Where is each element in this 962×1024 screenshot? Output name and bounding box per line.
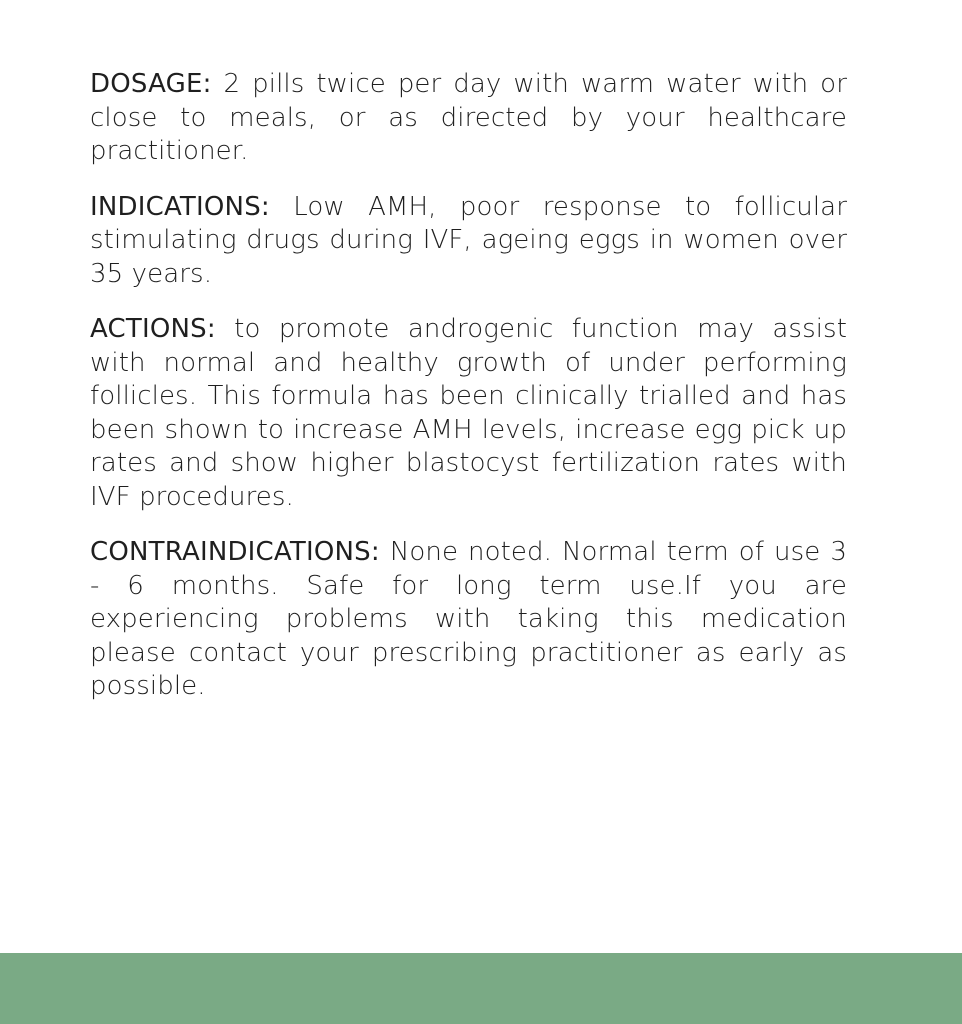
indications-label: INDICATIONS: — [90, 191, 270, 222]
indications-section — [90, 191, 847, 292]
actions-section — [90, 313, 847, 514]
footer-color-bar — [0, 953, 962, 1024]
contraindications-text: None noted. Normal term of use 3 - 6 months. Safe for long term use.If you are experiencing problems with taking this medication please contact your prescribing practitioner as early as possible. — [90, 537, 847, 701]
dosage-section — [90, 68, 847, 169]
contraindications-label: CONTRAINDICATIONS: — [90, 537, 380, 567]
dosage-label: DOSAGE: — [90, 69, 212, 99]
contraindications-section — [90, 536, 847, 704]
product-info — [90, 68, 847, 726]
actions-text: to promote androgenic function may assist with normal and healthy growth of under performing follicles. This formula has been clinically trialled and has been shown to increase AMH levels, increase egg pick up rates and show higher blastocyst fertilization rates with IVF procedures. — [90, 314, 847, 512]
indications-text: Low AMH, poor response to follicular stimulating drugs during IVF, ageing eggs in women over 35 years. — [90, 191, 847, 289]
dosage-text: 2 pills twice per day with warm water with or close to meals, or as directed by your healthcare practitioner. — [90, 69, 847, 166]
actions-label: ACTIONS: — [90, 314, 216, 344]
